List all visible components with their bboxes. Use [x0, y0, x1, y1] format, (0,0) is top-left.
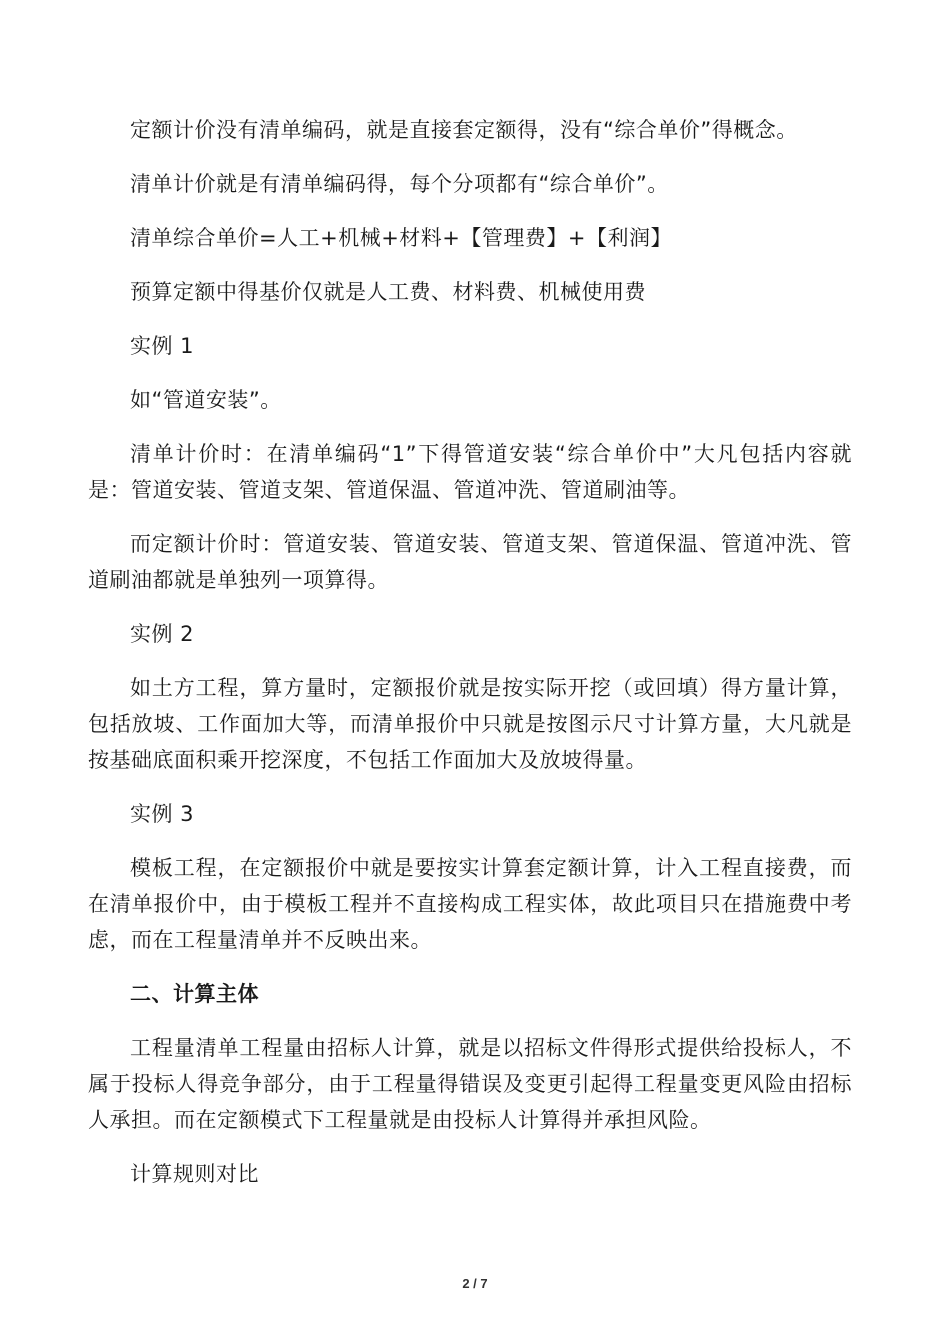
- page-number: 2 / 7: [462, 1276, 488, 1291]
- paragraph: 清单计价就是有清单编码得，每个分项都有“综合单价”。: [130, 172, 669, 196]
- paragraph: 定额计价没有清单编码，就是直接套定额得，没有“综合单价”得概念。: [130, 118, 798, 142]
- example-label: 实例 2: [130, 622, 195, 646]
- example-label: 实例 3: [130, 802, 195, 826]
- document-body: [88, 112, 852, 1210]
- paragraph: 如土方工程，算方量时，定额报价就是按实际开挖（或回填）得方量计算，包括放坡、工作面加大等，而清单报价中只就是按图示尺寸计算方量，大凡就是按基础底面积乘开挖深度，不包括工作面加大及放坡得量。: [88, 676, 852, 772]
- paragraph: 工程量清单工程量由招标人计算，就是以招标文件得形式提供给投标人，不属于投标人得竞争部分，由于工程量得错误及变更引起得工程量变更风险由招标人承担。而在定额模式下工程量就是由投标人计算得并承担风险。: [88, 1036, 852, 1132]
- paragraph: 计算规则对比: [130, 1162, 259, 1186]
- paragraph: 而定额计价时：管道安装、管道安装、管道支架、管道保温、管道冲洗、管道刷油都就是单独列一项算得。: [88, 532, 852, 592]
- paragraph: 清单综合单价=人工+机械+材料+【管理费】+【利润】: [130, 226, 672, 250]
- paragraph: 如“管道安装”。: [130, 388, 282, 412]
- paragraph: 清单计价时：在清单编码“1”下得管道安装“综合单价中”大凡包括内容就是：管道安装、管道支架、管道保温、管道冲洗、管道刷油等。: [88, 442, 852, 502]
- paragraph: 模板工程，在定额报价中就是要按实计算套定额计算，计入工程直接费，而在清单报价中，由于模板工程并不直接构成工程实体，故此项目只在措施费中考虑，而在工程量清单并不反映出来。: [88, 856, 852, 952]
- example-label: 实例 1: [130, 334, 195, 358]
- paragraph: 预算定额中得基价仅就是人工费、材料费、机械使用费: [130, 280, 646, 304]
- section-heading: 二、计算主体: [130, 982, 259, 1006]
